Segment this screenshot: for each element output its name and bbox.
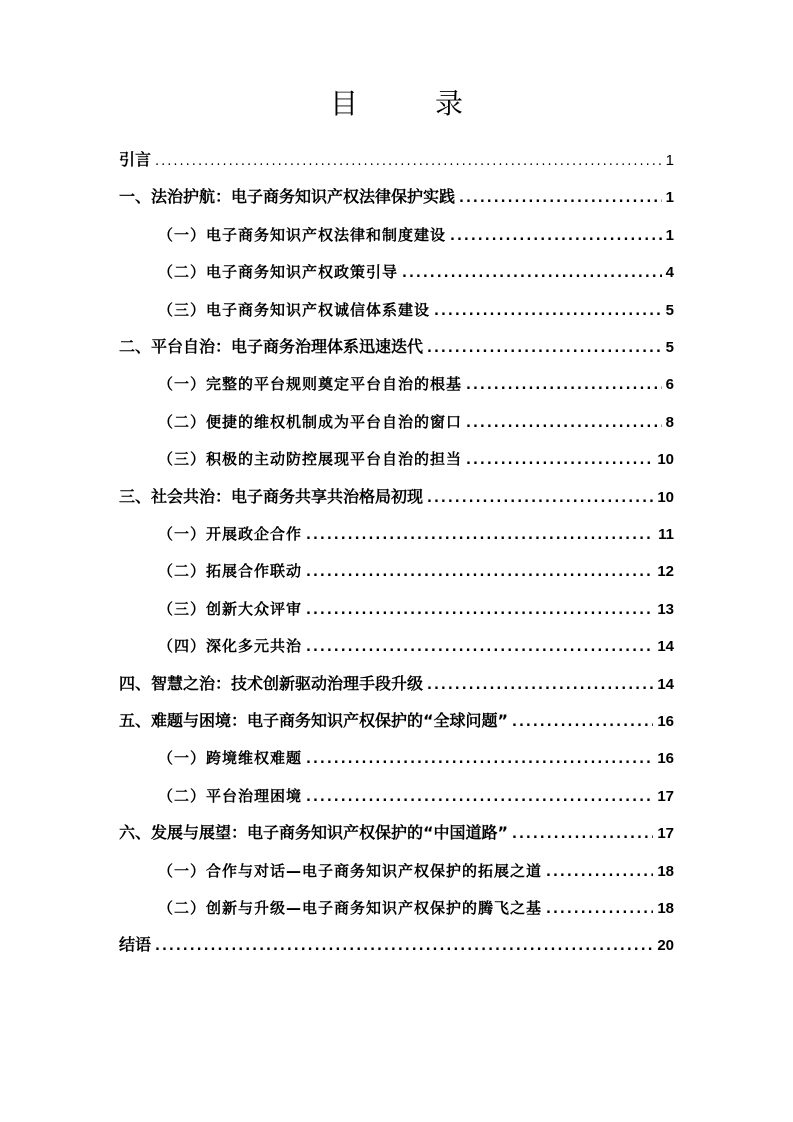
toc-entry[interactable]: [158, 369, 674, 399]
toc-page-number: 12: [657, 563, 674, 581]
toc-entry[interactable]: [119, 182, 674, 212]
toc-page-number: 14: [657, 638, 674, 656]
toc-dot-leader: [427, 671, 653, 701]
toc-entry[interactable]: [158, 407, 674, 437]
toc-entry-title: 六、发展与展望：电子商务知识产权保护的“中国道路”: [119, 823, 509, 843]
toc-entry-title: （三）积极的主动防控展现平台自治的担当: [158, 450, 463, 469]
toc-entry[interactable]: [158, 631, 674, 661]
page-title: 目 录: [330, 87, 497, 120]
toc-dot-leader: [402, 259, 662, 289]
toc-entry-title: （二）平台治理困境: [158, 786, 303, 805]
toc-entry-title: 一、法治护航：电子商务知识产权法律保护实践: [119, 187, 456, 207]
toc-dot-leader: [306, 783, 653, 813]
toc-page-number: 6: [665, 376, 674, 394]
toc-dot-leader: [306, 596, 653, 626]
toc-entry-title: 三、社会共治：电子商务共享共治格局初现: [119, 486, 424, 506]
toc-entry[interactable]: [158, 594, 674, 624]
toc-entry-title: （一）跨境维权难题: [158, 749, 303, 768]
toc-page-number: 14: [657, 675, 674, 693]
toc-entry[interactable]: [119, 669, 674, 699]
toc-dot-leader: [512, 820, 653, 850]
toc-dot-leader: [459, 184, 662, 214]
toc-page-number: 1: [665, 152, 674, 169]
toc-entry-title: （一）合作与对话—电子商务知识产权保护的拓展之道: [158, 861, 543, 880]
toc-dot-leader: [306, 521, 654, 551]
toc-page-number: 8: [665, 413, 674, 431]
toc-entry-title: 结语: [119, 935, 152, 955]
toc-entry[interactable]: [158, 743, 674, 773]
toc-entry[interactable]: [158, 893, 674, 923]
toc-dot-leader: [155, 932, 653, 962]
toc-entry-title: （二）拓展合作联动: [158, 562, 303, 581]
toc-entry-title: （三）电子商务知识产权诚信体系建设: [158, 300, 431, 319]
toc-entry[interactable]: [158, 781, 674, 811]
toc-entry-title: 引言: [119, 150, 152, 169]
toc-page-number: 17: [657, 787, 674, 805]
toc-page-number: 1: [665, 189, 674, 207]
toc-dot-leader: [546, 895, 653, 925]
toc-entry[interactable]: [119, 482, 674, 512]
toc-entry[interactable]: [119, 332, 674, 362]
toc-entry[interactable]: [119, 706, 674, 736]
toc-dot-leader: [434, 297, 662, 327]
toc-page-number: 10: [657, 488, 674, 506]
toc-entry-title: （一）完整的平台规则奠定平台自治的根基: [158, 375, 463, 394]
toc-page-number: 18: [657, 900, 674, 917]
toc-entry[interactable]: [158, 556, 674, 586]
toc-dot-leader: [466, 371, 662, 401]
toc-entry[interactable]: [158, 257, 674, 287]
toc-page-number: 20: [657, 937, 674, 955]
toc-entry-title: （一）电子商务知识产权法律和制度建设: [158, 225, 447, 244]
toc-page-number: 16: [657, 713, 674, 730]
toc-entry[interactable]: [158, 444, 674, 474]
toc-dot-leader: [466, 409, 662, 439]
toc-entry[interactable]: [158, 220, 674, 250]
toc-entry[interactable]: [119, 145, 674, 175]
toc-dot-leader: [546, 858, 653, 888]
toc-page-number: 10: [657, 451, 674, 469]
toc-dot-leader: [512, 708, 653, 738]
toc-entry[interactable]: [119, 930, 674, 960]
toc-page-number: 16: [657, 750, 674, 768]
toc-entry-title: （四）深化多元共治: [158, 637, 303, 656]
toc-page-number: 5: [665, 339, 674, 356]
toc-page-number: 13: [657, 600, 674, 618]
toc-dot-leader: [450, 222, 662, 252]
toc-entry-title: （二）创新与升级—电子商务知识产权保护的腾飞之基: [158, 899, 543, 917]
toc-entry-title: （二）电子商务知识产权政策引导: [158, 263, 399, 282]
toc-entry[interactable]: [158, 295, 674, 325]
toc-page-number: 17: [657, 825, 674, 843]
toc-entry-title: 四、智慧之治：技术创新驱动治理手段升级: [119, 673, 424, 693]
toc-entry-title: （二）便捷的维权机制成为平台自治的窗口: [158, 412, 463, 431]
toc-entry-title: （一）开展政企合作: [158, 525, 303, 543]
toc-entry-title: 五、难题与困境：电子商务知识产权保护的“全球问题”: [119, 711, 509, 730]
toc-dot-leader: [155, 147, 662, 177]
toc-dot-leader: [427, 484, 653, 514]
toc-page-number: 5: [665, 301, 674, 319]
toc-dot-leader: [466, 446, 653, 476]
toc-entry-title: 二、平台自治：电子商务治理体系迅速迭代: [119, 337, 424, 356]
toc-dot-leader: [306, 633, 653, 663]
toc-dot-leader: [306, 745, 653, 775]
toc-page-number: 18: [657, 862, 674, 880]
toc-entry[interactable]: [158, 519, 674, 549]
toc-page-number: 1: [665, 226, 674, 244]
toc-dot-leader: [427, 334, 662, 364]
toc-page-number: 4: [665, 264, 674, 282]
toc-entry-title: （三）创新大众评审: [158, 599, 303, 618]
toc-entry[interactable]: [158, 856, 674, 886]
toc-dot-leader: [306, 558, 653, 588]
toc-entry[interactable]: [119, 818, 674, 848]
toc-page-number: 11: [658, 526, 674, 543]
